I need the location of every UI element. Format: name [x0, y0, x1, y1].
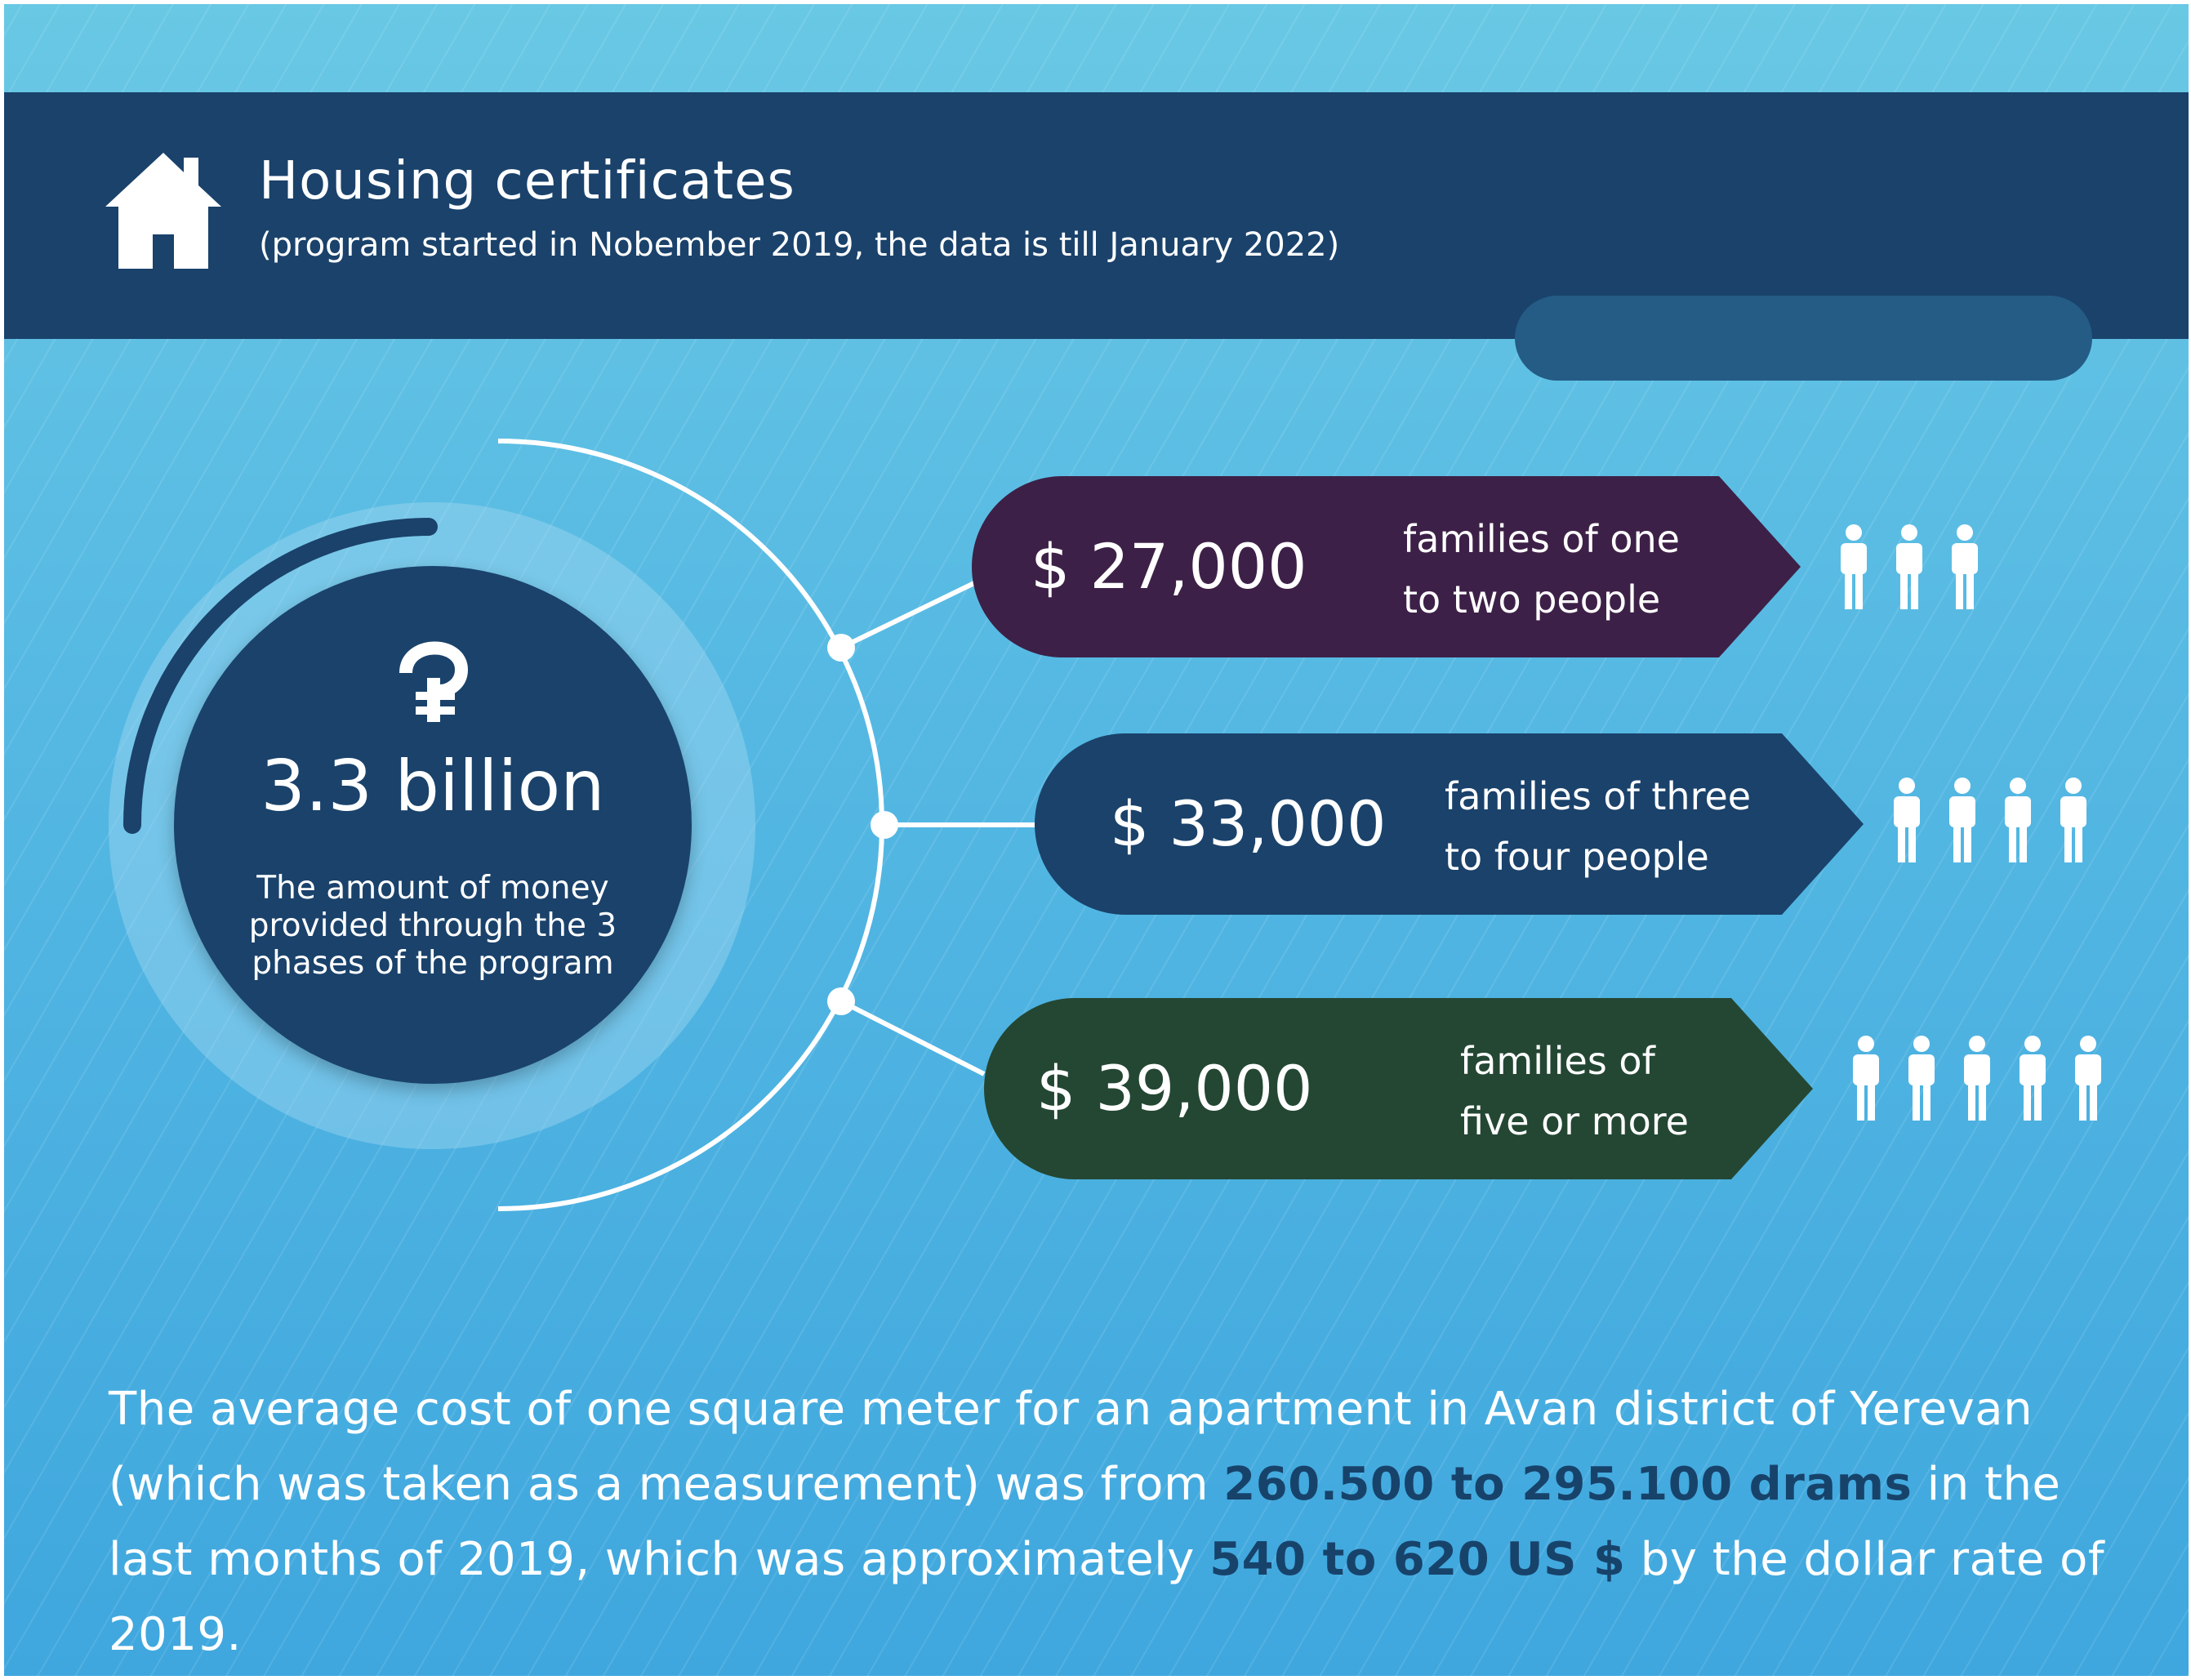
tier-tag-2: [1035, 733, 1864, 915]
person-icon: [1837, 524, 1870, 609]
footnote-highlight-usd: 540 to 620 US $: [1209, 1533, 1626, 1586]
person-icon: [2016, 1036, 2049, 1121]
connector-node-2: [871, 811, 898, 839]
tier-amount: $ 39,000: [1036, 1052, 1313, 1125]
footnote-text: [109, 1372, 2126, 1673]
tier-tag-3: [984, 998, 1813, 1179]
page-subtitle: (program started in Nobember 2019, the data is till January 2022): [259, 226, 1340, 264]
tier-tag-1: [972, 476, 1801, 657]
person-icon: [1893, 524, 1926, 609]
tier-amount: $ 33,000: [1110, 787, 1387, 860]
person-icon: [1946, 778, 1979, 862]
person-icon: [2072, 1036, 2104, 1121]
person-icon: [2002, 778, 2034, 862]
footnote-part-3: by the dollar rate of 2019.: [109, 1533, 2105, 1661]
tier-label-line1: families of: [1460, 1039, 1655, 1083]
connector-line-3: [841, 1001, 984, 1074]
tier-label-line2: to two people: [1403, 577, 1661, 622]
person-icon: [1890, 778, 1923, 862]
person-icon: [1961, 1036, 1993, 1121]
tier-amount: $ 27,000: [1031, 530, 1307, 603]
connector-node-1: [827, 634, 855, 662]
dram-icon: [394, 637, 473, 722]
total-amount: 3.3 billion: [261, 746, 605, 827]
connector-line-1: [841, 582, 976, 648]
tier-label-line2: to four people: [1445, 835, 1709, 879]
total-description: The amount of money provided through the 3 phases of the program: [248, 870, 617, 982]
footnote-highlight-drams: 260.500 to 295.100 drams: [1223, 1458, 1913, 1511]
page-title: Housing certificates: [259, 151, 795, 212]
footnote-part-1: The average cost of one square meter for an apartment in Avan district of Yerevan (which was taken as a measurement) was from: [109, 1383, 2033, 1511]
connector-node-3: [827, 987, 855, 1015]
person-icon: [1948, 524, 1981, 609]
infographic-panel: [4, 4, 2189, 1676]
footnote-part-2: in the last months of 2019, which was approximately: [109, 1458, 2061, 1586]
tier-label-line1: families of one: [1403, 517, 1680, 561]
person-icon: [2057, 778, 2090, 862]
person-icon: [1850, 1036, 1882, 1121]
tier-label-line1: families of three: [1445, 774, 1752, 818]
person-icon: [1905, 1036, 1938, 1121]
tier-label-line2: five or more: [1460, 1099, 1689, 1143]
